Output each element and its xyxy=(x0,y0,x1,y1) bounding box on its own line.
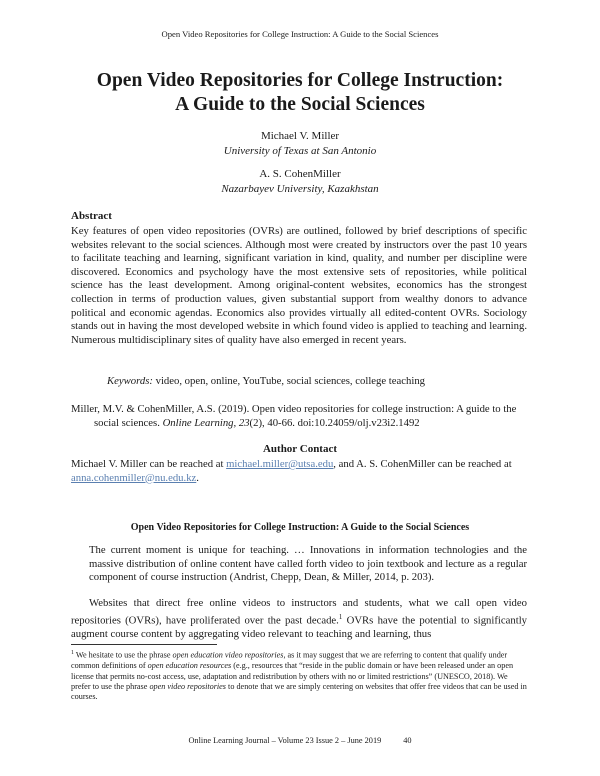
contact-text-part: . xyxy=(196,471,199,484)
footnote-divider xyxy=(71,644,217,645)
footnote-emphasis: open education video repositories xyxy=(172,650,284,660)
footnote-text: to denote that we are simply centering on websites that offer free videos that can be used in courses. xyxy=(71,681,527,702)
contact-text-part: , and A. S. CohenMiller can be reached at xyxy=(333,458,512,470)
footnote-number: 1 xyxy=(71,650,74,656)
running-head: Open Video Repositories for College Instruction: A Guide to the Social Sciences xyxy=(161,29,439,39)
citation-details: (2), 40-66. doi:10.24059/olj.v23i2.1492 xyxy=(249,416,420,429)
footnote-marker[interactable]: 1 xyxy=(338,612,343,621)
author-name: Michael V. Miller xyxy=(260,130,340,142)
contact-heading: Author Contact xyxy=(262,443,338,455)
citation-text: Miller, M.V. & CohenMiller, A.S. (2019). Open video repositories for college instruction: A guide to the social sciences. xyxy=(71,403,517,429)
footer-journal: Online Learning Journal – Volume 23 Issue 2 – June 2019 xyxy=(188,736,382,745)
citation-journal: Online Learning, 23 xyxy=(162,416,250,429)
contact-text-part: Michael V. Miller can be reached at xyxy=(71,458,227,470)
paragraph-text: OVRs have the potential to significantly augment course content by aggregating video relevant to teaching and learning, thus xyxy=(71,614,528,640)
footnote-emphasis: open education resources xyxy=(147,661,232,671)
block-quote: The current moment is unique for teaching. … Innovations in information technologies and the massive distribution of online content have called forth video to join textbook and lecture as a regular component of course instruction (Andrist, Chepp, Dean, & Miller, 2014, p. 203). xyxy=(89,544,527,584)
email-link[interactable]: michael.miller@utsa.edu xyxy=(226,458,334,470)
keywords xyxy=(107,375,425,387)
author-affiliation: University of Texas at San Antonio xyxy=(223,145,377,157)
page-number: 40 xyxy=(403,736,412,745)
paper-title xyxy=(0,69,600,117)
footnote xyxy=(71,648,527,703)
author-name: A. S. CohenMiller xyxy=(259,168,341,180)
footnote-text: , as it may suggest that we are referring to content that qualify under common definitions of xyxy=(71,650,508,671)
abstract-heading: Abstract xyxy=(71,210,112,222)
abstract-text: Key features of open video repositories (OVRs) are outlined, followed by brief descriptions of specific websites relevant to the social sciences. Although most were created by instructors over the past 10 years to facilitate teaching and learning, significant variation in kind, quality, and number per discipline were discovered. Economics and psychology have the most extensive sets of repositories, while political science has the least development. Among original-content websites, economics has the strongest collection in terms of production values, given substantial support from wealthy donors to advance political and economic agendas. Economics also provides virtually all edited-content OVRs. Sociology stands out in having the most developed website in which found video is applied to teaching and learning. Numerous multidisciplinary sites of quality have also emerged in recent years. xyxy=(71,225,527,346)
footnote-text: We hesitate to use the phrase xyxy=(74,650,173,660)
footnote-text: (e.g., resources that “reside in the public domain or have been released under an open license that permits no-cost access, use, adaptation and redistribution by others with no or limited restrictions” (UNESCO, 2018). We prefer to use the phrase xyxy=(71,661,514,691)
page-footer xyxy=(0,736,600,745)
keywords-text: video, open, online, YouTube, social sciences, college teaching xyxy=(155,375,426,387)
title-line-2: A Guide to the Social Sciences xyxy=(175,94,425,115)
citation xyxy=(71,403,527,430)
contact-text xyxy=(71,458,527,485)
body-paragraph xyxy=(71,597,527,641)
title-line-1: Open Video Repositories for College Instruction: xyxy=(96,70,504,91)
email-link[interactable]: anna.cohenmiller@nu.edu.kz xyxy=(71,471,197,484)
author-affiliation: Nazarbayev University, Kazakhstan xyxy=(221,183,379,195)
footnote-emphasis: open video repositories xyxy=(149,681,226,691)
keywords-label: Keywords: xyxy=(107,375,153,387)
section-heading: Open Video Repositories for College Instruction: A Guide to the Social Sciences xyxy=(130,522,470,533)
paragraph-text: Websites that direct free online videos to instructors and students, what we call open video repositories (OVRs), have proliferated over the past decade. xyxy=(71,597,527,627)
